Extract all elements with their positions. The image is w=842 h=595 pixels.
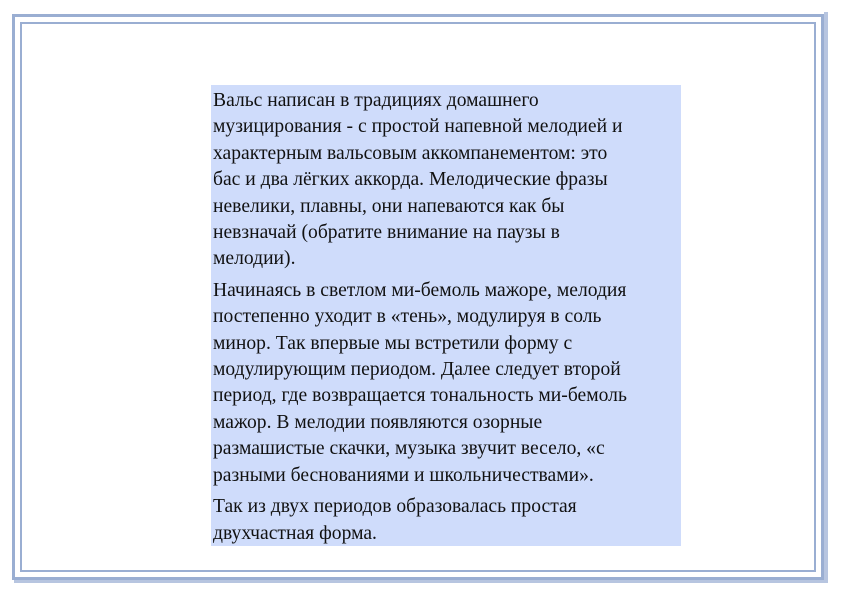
frame-shadow-bottom <box>14 580 828 583</box>
text-box <box>211 85 681 546</box>
paragraph-3: Так из двух периодов образовалась простая двухчастная форма. <box>213 496 577 544</box>
paragraph-2: Начинаясь в светлом ми-бемоль мажоре, мелодия постепенно уходит в «тень», модулируя в соль минор. Так впервые мы встретили форму с модулирующим периодом. Далее следует второй период, где возвращается тональность ми-бемоль мажор. В мелодии появляются озорные размашистые скачки, музыка звучит весело, «с разными беснованиями и школьничествами». <box>213 279 627 486</box>
frame-shadow-right <box>824 12 828 580</box>
paragraph-1: Вальс написан в традициях домашнего музицирования - с простой напевной мелодией и характерным вальсовым аккомпанементом: это бас и два лёгких аккорда. Мелодические фразы невелики, плавны, они напеваются как бы невзначай (обратите внимание на паузы в мелодии). <box>213 90 623 270</box>
